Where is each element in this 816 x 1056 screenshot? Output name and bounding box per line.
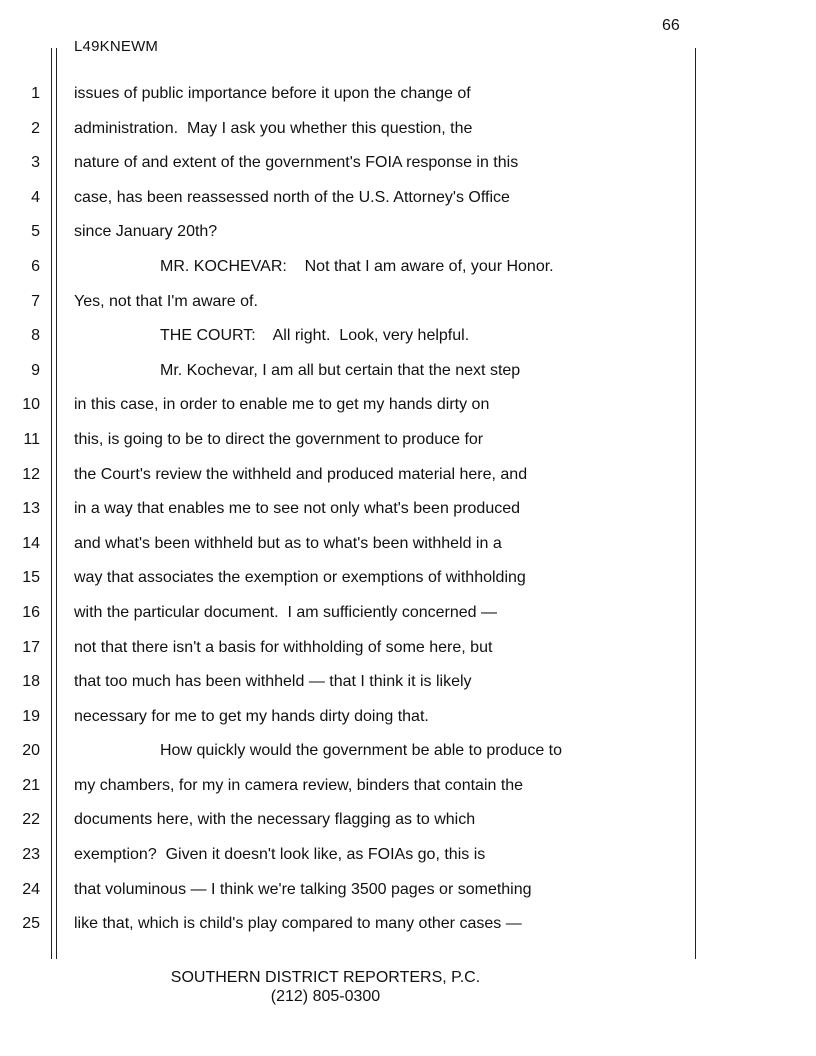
line-number: 3 [31,154,40,172]
line-number: 11 [23,430,40,448]
transcript-line: in this case, in order to enable me to get my hands dirty on [74,396,490,414]
transcript-line: like that, which is child's play compared to many other cases — [74,915,522,933]
transcript-line: administration. May I ask you whether this question, the [74,119,473,137]
line-number: 24 [22,880,40,898]
line-number: 4 [31,188,40,206]
line-number: 9 [31,361,40,379]
right-margin-rule [695,48,696,959]
transcript-line: case, has been reassessed north of the U.S. Attorney's Office [74,188,510,206]
line-number: 2 [31,119,40,137]
transcript-line: Mr. Kochevar, I am all but certain that the next step [160,361,521,379]
transcript-line: and what's been withheld but as to what's been withheld in a [74,534,502,552]
transcript-line: with the particular document. I am sufficiently concerned — [74,603,498,621]
transcript-line: How quickly would the government be able to produce to [160,742,563,760]
footer [0,968,816,1006]
transcript-line: exemption? Given it doesn't look like, as FOIAs go, this is [74,846,486,864]
line-number: 25 [22,915,40,933]
line-number: 5 [31,223,40,241]
line-number: 17 [22,638,40,656]
line-number: 15 [22,569,40,587]
line-number: 20 [22,742,40,760]
line-number: 1 [31,85,40,102]
line-number: 10 [22,396,40,414]
line-number: 18 [22,673,40,691]
line-number: 16 [22,603,40,621]
case-id: L49KNEWM [74,38,159,55]
line-number: 6 [31,257,40,275]
line-number: 7 [31,292,40,310]
transcript-line: THE COURT: All right. Look, very helpful. [160,327,470,345]
transcript-line: in a way that enables me to see not only what's been produced [74,500,521,518]
transcript-line: MR. KOCHEVAR: Not that I am aware of, your Honor. [160,257,554,275]
transcript-body [74,84,684,949]
line-number: 22 [22,811,40,829]
transcript-line: this, is going to be to direct the government to produce for [74,430,484,448]
line-number: 19 [22,707,40,725]
reporter-name: SOUTHERN DISTRICT REPORTERS, P.C. [170,969,481,986]
reporter-phone: (212) 805-0300 [270,988,381,1005]
transcript-line: that too much has been withheld — that I think it is likely [74,673,472,691]
transcript-line: my chambers, for my in camera review, binders that contain the [74,776,524,794]
transcript-line: issues of public importance before it upon the change of [74,85,471,102]
line-number: 21 [22,776,40,794]
transcript-line: necessary for me to get my hands dirty doing that. [74,707,429,725]
line-number: 14 [22,534,40,552]
transcript-line: not that there isn't a basis for withholding of some here, but [74,638,493,656]
transcript-line: nature of and extent of the government's FOIA response in this [74,154,519,172]
line-number: 12 [22,465,40,483]
page-number: 66 [662,17,680,34]
transcript-line: the Court's review the withheld and produced material here, and [74,465,528,483]
transcript-line: Yes, not that I'm aware of. [74,292,258,310]
line-numbers [0,84,40,949]
transcript-line: since January 20th? [74,223,218,241]
transcript-line: way that associates the exemption or exemptions of withholding [74,569,526,587]
line-number: 23 [22,846,40,864]
left-margin-rule [51,48,52,959]
transcript-line: documents here, with the necessary flagging as to which [74,811,476,829]
left-margin-rule [56,48,57,959]
line-number: 13 [22,500,40,518]
transcript-line: that voluminous — I think we're talking 3500 pages or something [74,880,532,898]
line-number: 8 [31,327,40,345]
